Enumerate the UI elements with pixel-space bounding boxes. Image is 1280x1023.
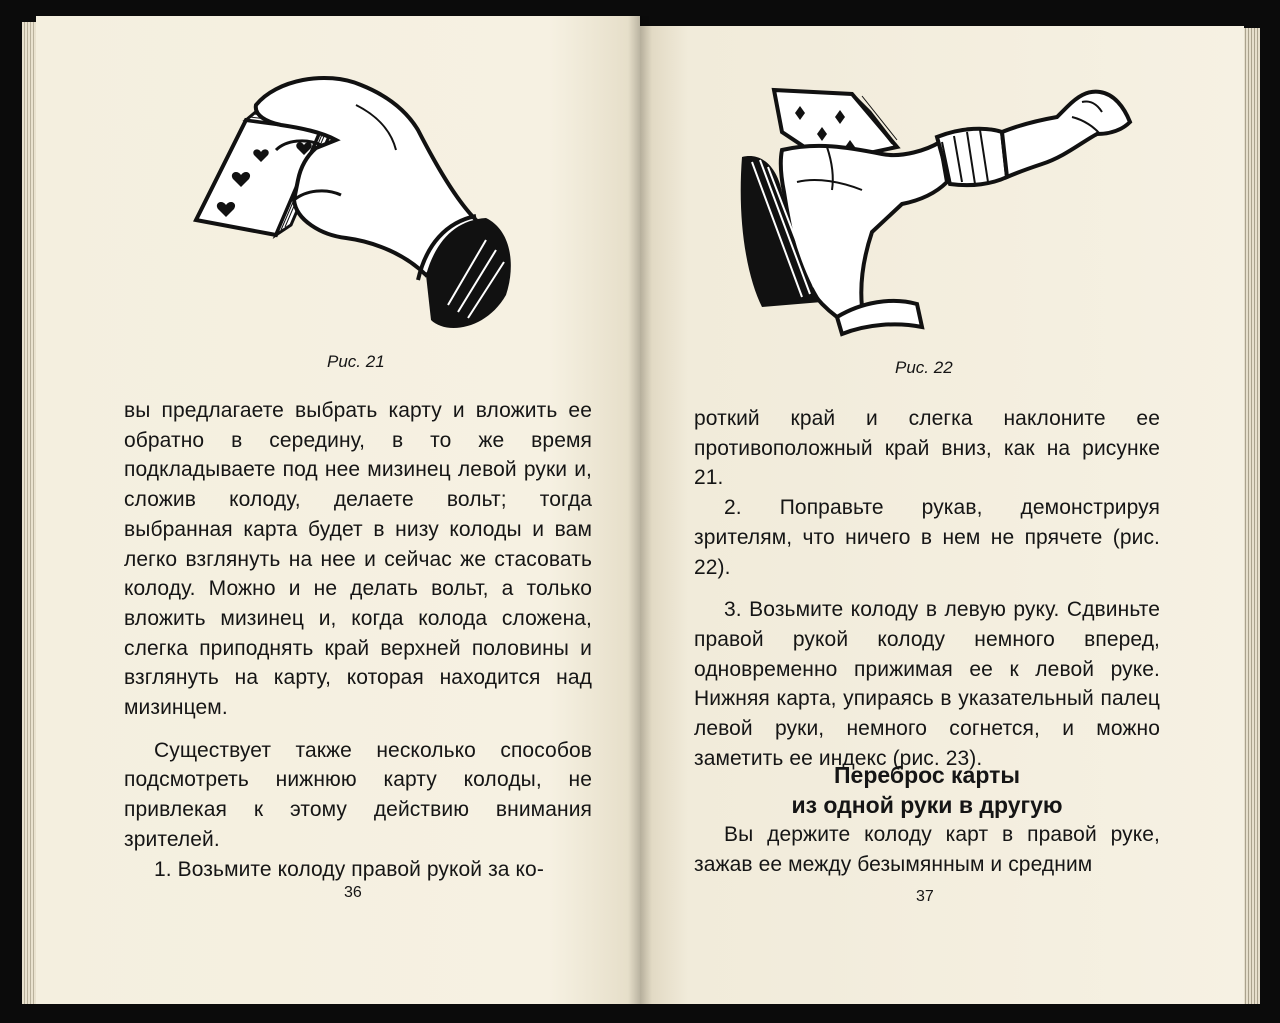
- figure-21-caption: Рис. 21: [327, 352, 385, 371]
- book-gutter: [628, 16, 652, 1004]
- paragraph: Вы держите колоду карт в правой руке, зажав ее между безымянным и средним: [694, 823, 1160, 876]
- section-heading-line-1: Переброс карты: [834, 762, 1020, 788]
- paragraph: 3. Возьмите колоду в левую руку. Сдвиньте правой рукой колоду немного вперед, одновременно прижимая ее к левой руке. Нижняя карта, упираясь в указательный палец левой руки, немного согнется, и можно заметить ее индекс (рис. 23).: [694, 598, 1160, 770]
- left-page-text: [124, 396, 592, 884]
- figure-22-hands-and-sleeve: [722, 72, 1142, 337]
- paragraph: 2. Поправьте рукав, демонстрируя зрителям, что ничего в нем не прячете (рис. 22).: [694, 496, 1160, 579]
- section-heading: [694, 760, 1160, 820]
- section-heading-line-2: из одной руки в другую: [791, 792, 1063, 818]
- paragraph: вы предлагаете выбрать карту и вложить ее обратно в середину, в то же время подкладываете под нее мизинец левой руки и, сложив колоду, делаете вольт; тогда выбранная карта будет в низу колоды и вам легко взглянуть на нее и сейчас же стасовать колоду. Можно и не делать вольт, а только вложить мизинец и, когда колода сложена, слегка приподнять край верхней половины и взглянуть на карту, которая находится над мизинцем.: [124, 399, 592, 720]
- right-page-final-text: [694, 820, 1160, 879]
- paragraph: 1. Возьмите колоду правой рукой за ко-: [154, 857, 544, 881]
- right-page-text: [694, 404, 1160, 773]
- paragraph: роткий край и слегка наклоните ее противоположный край вниз, как на рисунке 21.: [694, 407, 1160, 490]
- page-number-left: 36: [344, 884, 362, 901]
- figure-22-caption: Рис. 22: [895, 358, 953, 377]
- figure-21-hand-holding-deck: [186, 70, 526, 340]
- page-number-right: 37: [916, 888, 934, 905]
- paragraph: Существует также несколько способов подсмотреть нижнюю карту колоды, не привлекая к этому действию внимания зрителей.: [124, 738, 592, 851]
